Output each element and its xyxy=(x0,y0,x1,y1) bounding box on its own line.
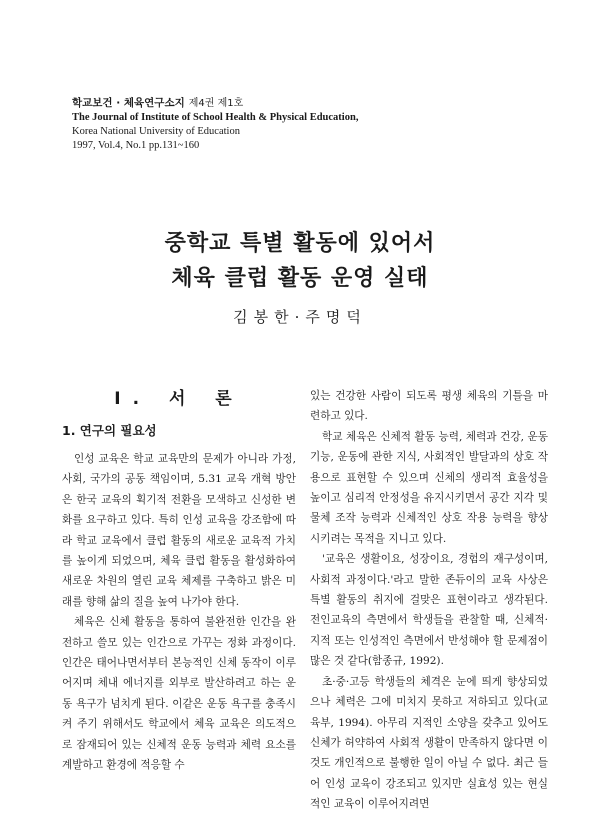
body-paragraph: 있는 건강한 사람이 되도록 평생 체육의 기틀을 마련하고 있다. xyxy=(310,390,548,423)
body-paragraph: 체육은 신체 활동을 통하여 불완전한 인간을 완전하고 쓸모 있는 인간으로 가꾸는 정화 과정이다. 인간은 태어나면서부터 본능적인 신체 동작이 이루어지며 체내 에너지를 외부로 발산하려고 하는 운동 욕구가 넘치게 된다. 이같은 운동 욕구를 충족시켜 주기 위해서도 학교에서 체육 교육은 의도적으로 잠재되어 있는 신체적 운동 능력과 체력 요소를 계발하고 환경에 적응할 수 xyxy=(62,616,296,772)
section-heading: I. 서 론 xyxy=(114,389,244,409)
body-paragraph: 학교 체육은 신체적 활동 능력, 체력과 건강, 운동 기능, 운동에 관한 지식, 사회적인 발달과의 상호 작용으로 표현할 수 있으며 신체의 생리적 효율성을 높이고 심리적 안정성을 유지시키면서 공간 지각 및 물체 조작 능력과 신체적인 상호 작용 능력을 향상시키려는 목적을 지니고 있다. xyxy=(310,430,548,545)
journal-name-line xyxy=(72,96,492,111)
journal-name-kr: 학교보건 · 체육연구소지 xyxy=(72,97,185,109)
body-paragraph: 인성 교육은 학교 교육만의 문제가 아니라 가정, 사회, 국가의 공동 책임이며, 5.31 교육 개혁 방안은 한국 교육의 획기적 전환을 모색하고 신성한 변화를 요구하고 있다. 특히 인성 교육을 강조함에 따라 학교 교육에서 클럽 활동의 새로운 교육적 가치를 높이게 되었으며, 체육 클럽 활동을 활성화하여 새로운 차원의 열린 교육 체제를 구축하고 밝은 미래를 향해 삶의 질을 높여 나가야 한다. xyxy=(62,453,296,608)
paper-title-line-1: 중학교 특별 활동에 있어서 xyxy=(164,231,436,256)
paper-title-line-2: 체육 클럽 활동 운영 실태 xyxy=(171,266,429,291)
journal-header xyxy=(72,96,492,153)
journal-volume-kr: 제4권 제1호 xyxy=(188,98,244,109)
paper-authors: 김봉한·주명덕 xyxy=(233,308,367,326)
body-paragraph: 초·중·고등 학생들의 체격은 눈에 띄게 향상되었으나 체력은 그에 미치지 못하고 저하되고 있다(교육부, 1994). 아무리 지적인 소양을 갖추고 있어도 신체가 허약하여 사회적 생활이 만족하지 않다면 이것도 개인적으로 불행한 일이 아닐 수 없다. 최근 들어 인성 교육이 강조되고 있지만 실효성 있는 현실적인 교육이 이루어지려면 xyxy=(310,675,548,811)
journal-name-en: The Journal of Institute of School Health & Physical Education, xyxy=(72,112,359,123)
right-column xyxy=(310,386,548,815)
journal-citation: 1997, Vol.4, No.1 pp.131~160 xyxy=(72,140,200,151)
body-paragraph: '교육은 생활이요, 성장이요, 경험의 재구성이며, 사회적 과정이다.'라고 말한 존듀이의 교육 사상은 특별 활동의 취지에 걸맞은 표현이라고 생각된다. 전인교육의 측면에서 학생들을 관찰할 때, 신체적·지적 또는 인성적인 측면에서 반성해야 할 문제점이 많은 것 같다(함종규, 1992). xyxy=(310,553,548,668)
left-column xyxy=(62,378,296,776)
journal-university: Korea National University of Education xyxy=(72,126,240,137)
subsection-heading: 1. 연구의 필요성 xyxy=(62,423,157,438)
